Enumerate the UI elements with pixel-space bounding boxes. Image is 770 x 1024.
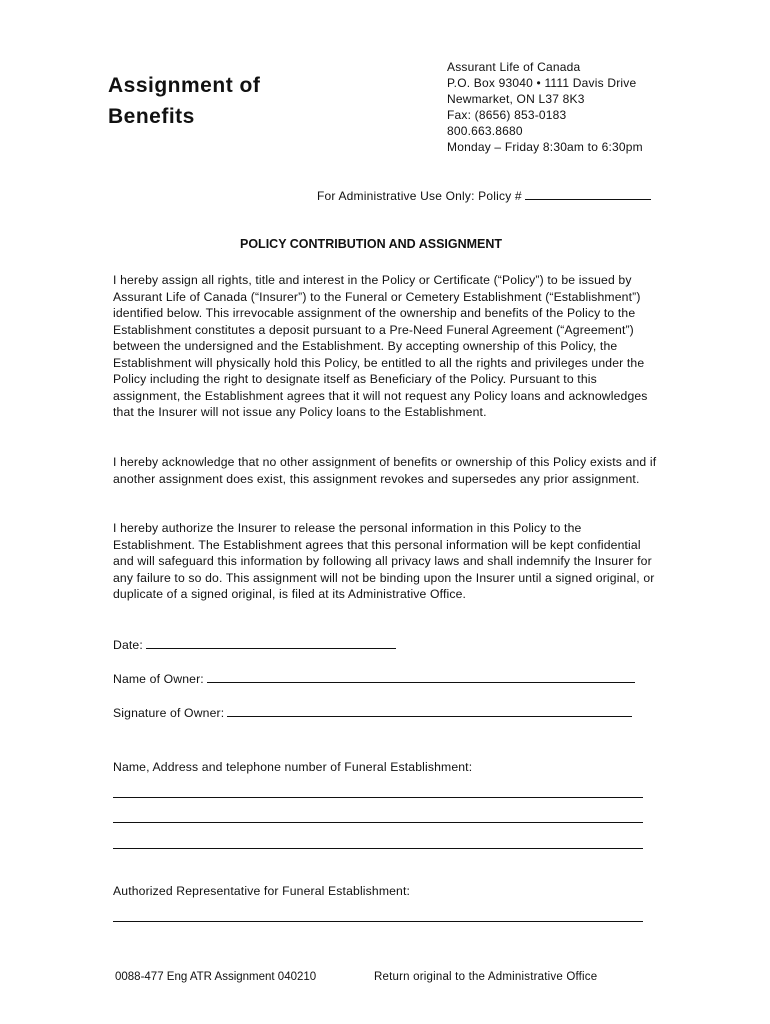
- owner-name-label: Name of Owner:: [113, 672, 204, 686]
- company-po-box: P.O. Box 93040 • 1111 Davis Drive: [447, 76, 637, 90]
- assignment-paragraph: I hereby assign all rights, title and interest in the Policy or Certificate (“Policy”) to be issued by Assurant Life of Canada (“Insurer”) to the Funeral or Cemetery Establishment (“Establishment”) identified below. This irrevocable assignment of the ownership and benefits of the Policy to the Establishment constitutes a deposit pursuant to a Pre-Need Funeral Agreement (“Agreement”) between the undersigned and the Establishment. By accepting ownership of this Policy, the Establishment will physically hold this Policy, be entitled to all the rights and privileges under the Policy including the right to designate itself as Beneficiary of the Policy. Pursuant to this assignment, the Establishment agrees that it will not request any Policy loans and acknowledges that the Insurer will not issue any Policy loans to the Establishment.: [113, 273, 648, 419]
- owner-name-field[interactable]: [207, 670, 635, 683]
- admin-use-label: For Administrative Use Only: Policy #: [317, 189, 522, 203]
- company-phone: 800.663.8680: [447, 124, 523, 138]
- owner-signature-field[interactable]: [227, 704, 632, 717]
- policy-number-field[interactable]: [525, 187, 651, 200]
- funeral-establishment-line-1[interactable]: [113, 797, 643, 798]
- company-fax: Fax: (8656) 853-0183: [447, 108, 567, 122]
- funeral-establishment-label: Name, Address and telephone number of Funeral Establishment:: [113, 760, 473, 774]
- return-instruction: Return original to the Administrative Office: [374, 971, 598, 983]
- company-name: Assurant Life of Canada: [447, 60, 581, 74]
- owner-name-row: [113, 670, 635, 686]
- section-heading: POLICY CONTRIBUTION AND ASSIGNMENT: [240, 237, 503, 251]
- funeral-establishment-line-3[interactable]: [113, 848, 643, 849]
- title-line-2: Benefits: [108, 105, 195, 128]
- authorized-rep-line[interactable]: [113, 921, 643, 922]
- funeral-establishment-line-2[interactable]: [113, 822, 643, 823]
- date-field[interactable]: [146, 636, 396, 649]
- owner-signature-label: Signature of Owner:: [113, 706, 225, 720]
- company-address-block: [447, 59, 643, 155]
- company-city: Newmarket, ON L37 8K3: [447, 92, 585, 106]
- acknowledgement-paragraph: I hereby acknowledge that no other assignment of benefits or ownership of this Policy exists and if another assignment does exist, this assignment revokes and supersedes any prior assignment.: [113, 455, 657, 486]
- date-label: Date:: [113, 638, 143, 652]
- admin-use-row: [317, 187, 651, 203]
- form-number: 0088-477 Eng ATR Assignment 040210: [115, 971, 317, 983]
- authorized-rep-label: Authorized Representative for Funeral Establishment:: [113, 884, 411, 898]
- company-hours: Monday – Friday 8:30am to 6:30pm: [447, 140, 643, 154]
- date-row: [113, 636, 396, 652]
- owner-signature-row: [113, 704, 632, 720]
- document-title: [108, 70, 260, 132]
- authorization-paragraph: I hereby authorize the Insurer to release the personal information in this Policy to the Establishment. The Establishment agrees that this personal information will be kept confidential and will safeguard this information by following all privacy laws and shall indemnify the Insurer for any failure to so do. This assignment will not be binding upon the Insurer until a signed original, or duplicate of a signed original, is filed at its Administrative Office.: [113, 521, 655, 601]
- title-line-1: Assignment of: [108, 74, 261, 97]
